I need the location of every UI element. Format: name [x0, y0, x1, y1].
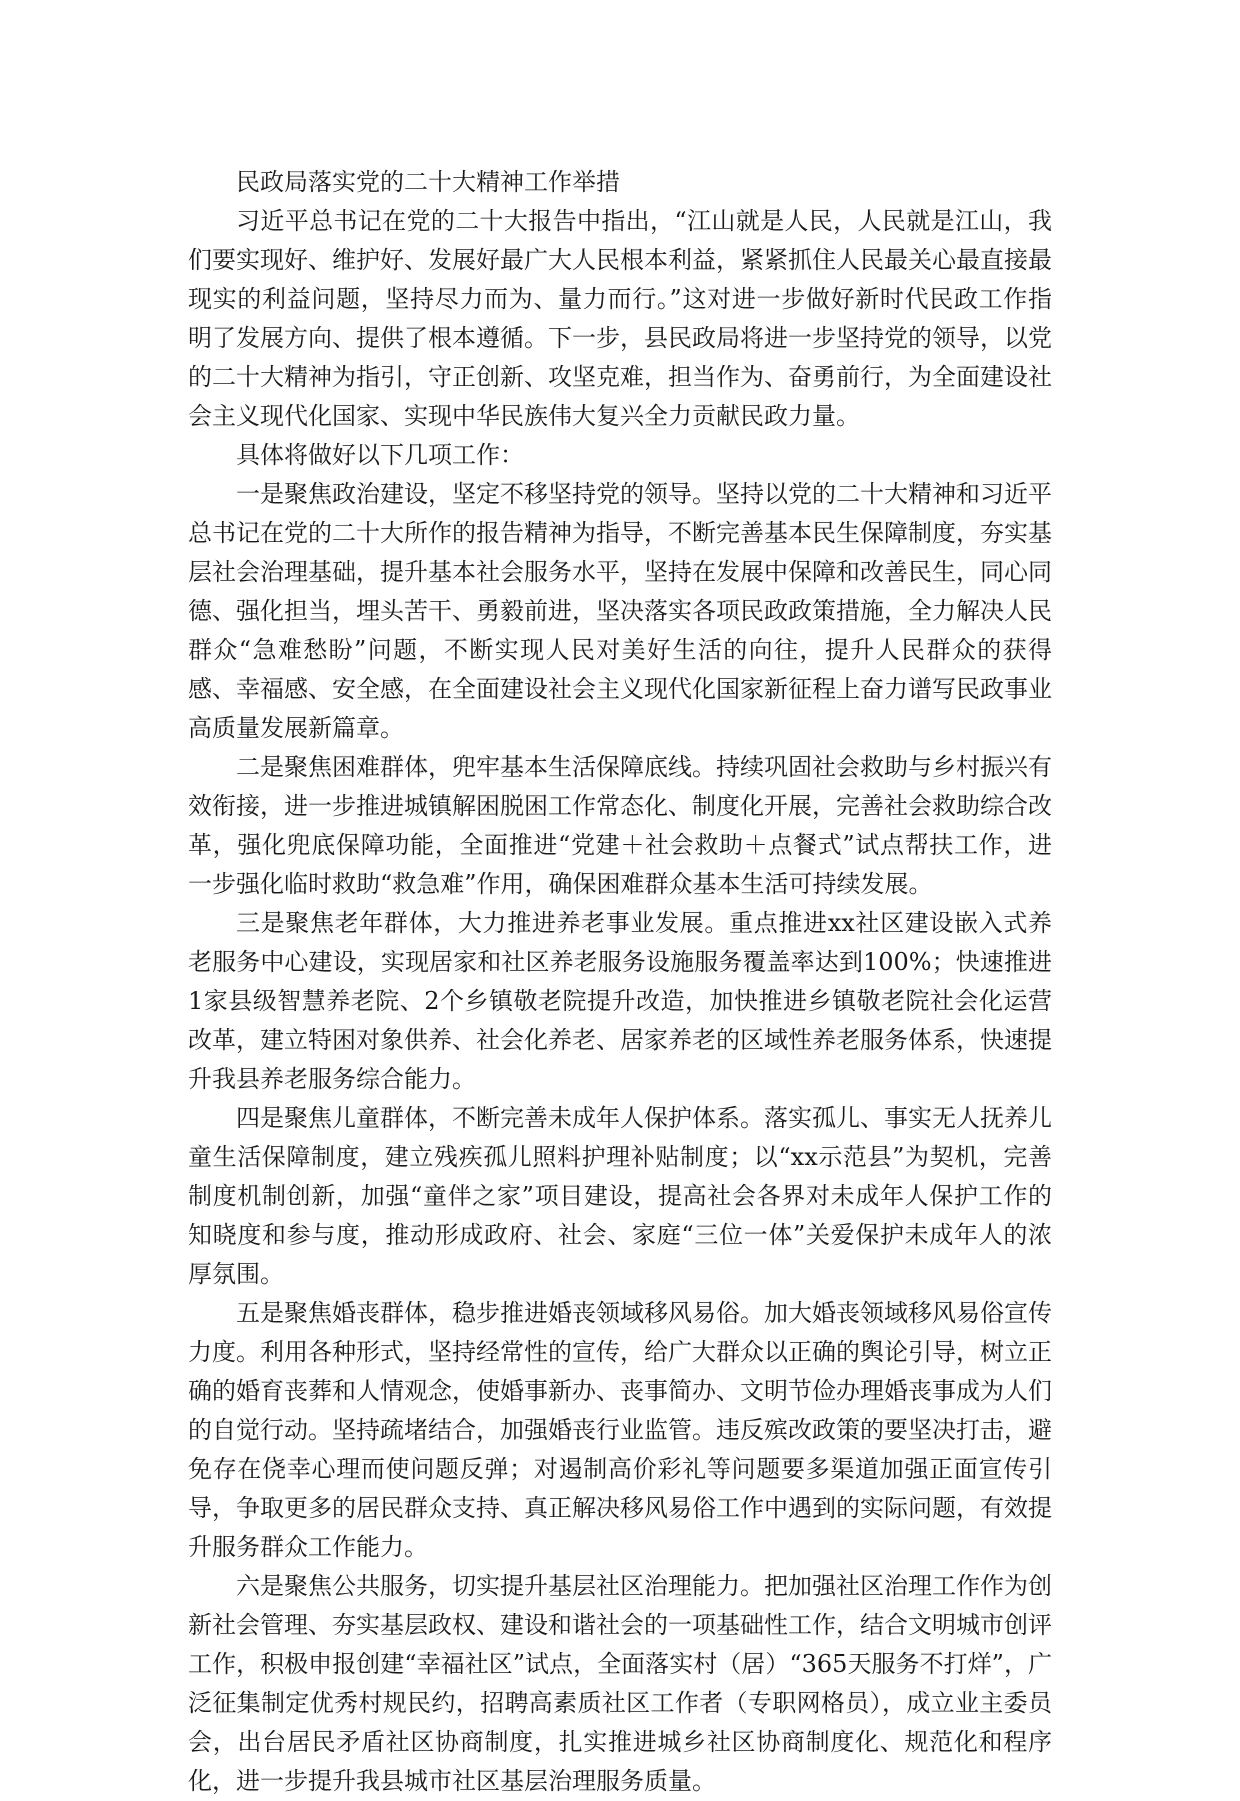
paragraph-overview: 具体将做好以下几项工作： [236, 441, 524, 469]
paragraph-elderly-groups: 三是聚焦老年群体，大力推进养老事业发展。重点推进xx社区建设嵌入式养老服务中心建设，实现居家和社区养老服务设施服务覆盖率达到100%；快速推进1家县级智慧养老院、2个乡镇敬老院提升改造，加快推进乡镇敬老院社会化运营改革，建立特困对象供养、社会化养老、居家养老的区域性养老服务体系，快速提升我县养老服务综合能力。 [188, 909, 1052, 1093]
document-title: 民政局落实党的二十大精神工作举措 [236, 168, 620, 196]
paragraph-needy-groups: 二是聚焦困难群体，兜牢基本生活保障底线。持续巩固社会救助与乡村振兴有效衔接，进一步推进城镇解困脱困工作常态化、制度化开展，完善社会救助综合改革，强化兜底保障功能，全面推进“党建＋社会救助＋点餐式”试点帮扶工作，进一步强化临时救助“救急难”作用，确保困难群众基本生活可持续发展。 [188, 753, 1052, 898]
paragraph-political-building: 一是聚焦政治建设，坚定不移坚持党的领导。坚持以党的二十大精神和习近平总书记在党的二十大所作的报告精神为指导，不断完善基本民生保障制度，夯实基层社会治理基础，提升基本社会服务水平，坚持在发展中保障和改善民生，同心同德、强化担当，埋头苦干、勇毅前进，坚决落实各项民政政策措施，全力解决人民群众“急难愁盼”问题，不断实现人民对美好生活的向往，提升人民群众的获得感、幸福感、安全感，在全面建设社会主义现代化国家新征程上奋力谱写民政事业高质量发展新篇章。 [188, 480, 1052, 742]
document-body [188, 163, 1052, 1801]
paragraph-public-services: 六是聚焦公共服务，切实提升基层社区治理能力。把加强社区治理工作作为创新社会管理、夯实基层政权、建设和谐社会的一项基础性工作，结合文明城市创评工作，积极申报创建“幸福社区”试点，全面落实村（居）“365天服务不打烊”，广泛征集制定优秀村规民约，招聘高素质社区工作者（专职网格员），成立业主委员会，出台居民矛盾社区协商制度，扎实推进城乡社区协商制度化、规范化和程序化，进一步提升我县城市社区基层治理服务质量。 [188, 1572, 1052, 1795]
paragraph-marriage-funeral: 五是聚焦婚丧群体，稳步推进婚丧领域移风易俗。加大婚丧领域移风易俗宣传力度。利用各种形式，坚持经常性的宣传，给广大群众以正确的舆论引导，树立正确的婚育丧葬和人情观念，使婚事新办、丧事简办、文明节俭办理婚丧事成为人们的自觉行动。坚持疏堵结合，加强婚丧行业监管。违反殡改政策的要坚决打击，避免存在侥幸心理而使问题反弹；对遏制高价彩礼等问题要多渠道加强正面宣传引导，争取更多的居民群众支持、真正解决移风易俗工作中遇到的实际问题，有效提升服务群众工作能力。 [188, 1299, 1052, 1561]
paragraph-intro: 习近平总书记在党的二十大报告中指出，“江山就是人民，人民就是江山，我们要实现好、维护好、发展好最广大人民根本利益，紧紧抓住人民最关心最直接最现实的利益问题，坚持尽力而为、量力而行。”这对进一步做好新时代民政工作指明了发展方向、提供了根本遵循。下一步，县民政局将进一步坚持党的领导，以党的二十大精神为指引，守正创新、攻坚克难，担当作为、奋勇前行，为全面建设社会主义现代化国家、实现中华民族伟大复兴全力贡献民政力量。 [188, 207, 1052, 430]
paragraph-children-groups: 四是聚焦儿童群体，不断完善未成年人保护体系。落实孤儿、事实无人抚养儿童生活保障制度，建立残疾孤儿照料护理补贴制度；以“xx示范县”为契机，完善制度机制创新，加强“童伴之家”项目建设，提高社会各界对未成年人保护工作的知晓度和参与度，推动形成政府、社会、家庭“三位一体”关爱保护未成年人的浓厚氛围。 [188, 1104, 1052, 1288]
